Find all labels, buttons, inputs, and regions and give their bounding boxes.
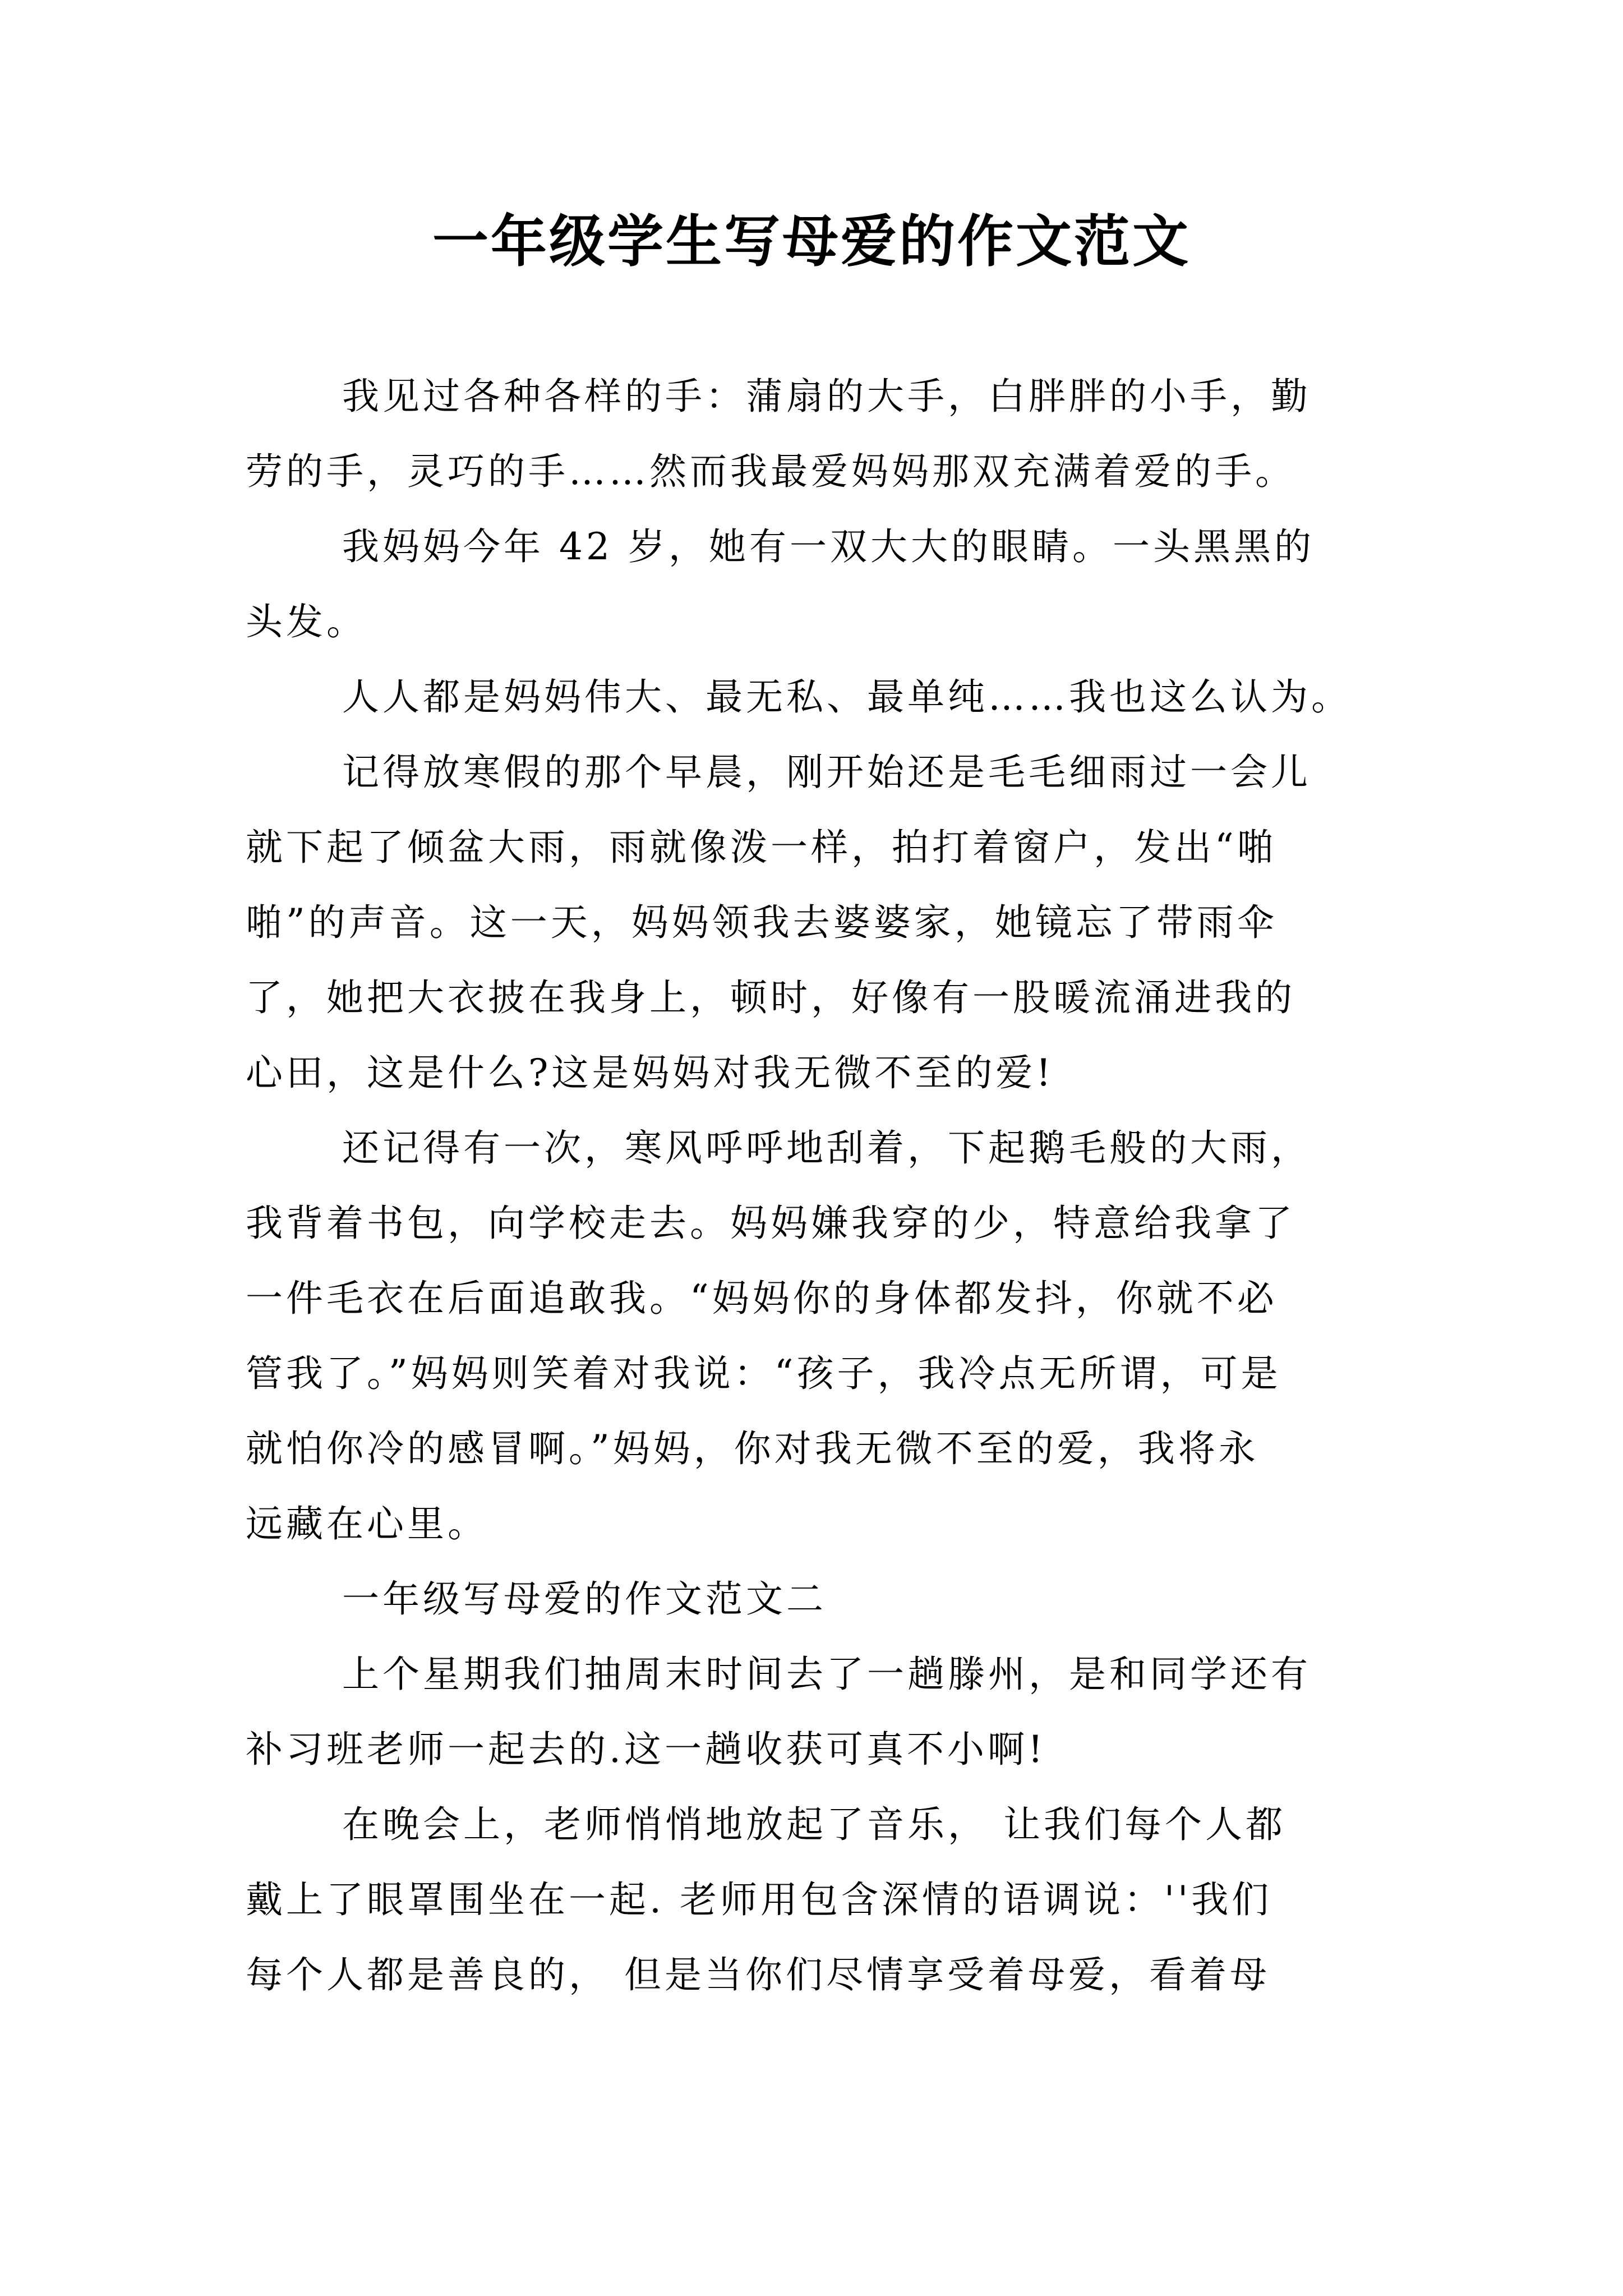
text-line: 一件毛衣在后面追敢我。“妈妈你的身体都发抖，你就不必 <box>246 1277 1278 1320</box>
text-line: 头发。 <box>246 600 367 643</box>
text-line: 管我了。”妈妈则笑着对我说：“孩子，我冷点无所谓，可是 <box>246 1352 1281 1395</box>
text-line: 我妈妈今年 42 岁，她有一双大大的眼睛。一头黑黑的 <box>342 525 1315 568</box>
text-line: 补习班老师一起去的.这一趟收获可真不小啊! <box>246 1728 1046 1771</box>
text-line: 远藏在心里。 <box>246 1502 488 1545</box>
text-line: 啪”的声音。这一天，妈妈领我去婆婆家，她镜忘了带雨伞 <box>246 901 1278 944</box>
text-line: 在晚会上，老师悄悄地放起了音乐， 让我们每个人都 <box>342 1803 1286 1846</box>
text-line: 就下起了倾盆大雨，雨就像泼一样，拍打着窗户，发出“啪 <box>246 826 1278 869</box>
text-line: 我背着书包，向学校走去。妈妈嫌我穿的少，特意给我拿了 <box>246 1202 1295 1245</box>
text-line: 就怕你冷的感冒啊。”妈妈，你对我无微不至的爱，我将永 <box>246 1427 1259 1470</box>
text-line: 了，她把大衣披在我身上，顿时，好像有一股暖流涌进我的 <box>246 976 1295 1019</box>
text-line: 记得放寒假的那个早晨，刚开始还是毛毛细雨过一会儿 <box>342 751 1311 794</box>
text-line: 上个星期我们抽周末时间去了一趟滕州，是和同学还有 <box>342 1653 1311 1696</box>
text-line: 我见过各种各样的手：蒲扇的大手，白胖胖的小手，勤 <box>342 375 1311 418</box>
section-heading: 一年级写母爱的作文范文二 <box>342 1577 827 1621</box>
text-line: 人人都是妈妈伟大、最无私、最单纯……我也这么认为。 <box>342 675 1352 719</box>
document-title: 一年级学生写母爱的作文范文 <box>432 208 1191 274</box>
text-line: 每个人都是善良的， 但是当你们尽情享受着母爱，看着母 <box>246 1953 1270 1996</box>
text-line: 戴上了眼罩围坐在一起. 老师用包含深情的语调说：''我们 <box>246 1878 1272 1921</box>
document-body <box>246 359 1384 2013</box>
text-line: 还记得有一次，寒风呼呼地刮着，下起鹅毛般的大雨， <box>342 1126 1311 1170</box>
text-line: 心田，这是什么?这是妈妈对我无微不至的爱! <box>246 1051 1054 1094</box>
text-line: 劳的手，灵巧的手……然而我最爱妈妈那双充满着爱的手。 <box>246 450 1295 493</box>
